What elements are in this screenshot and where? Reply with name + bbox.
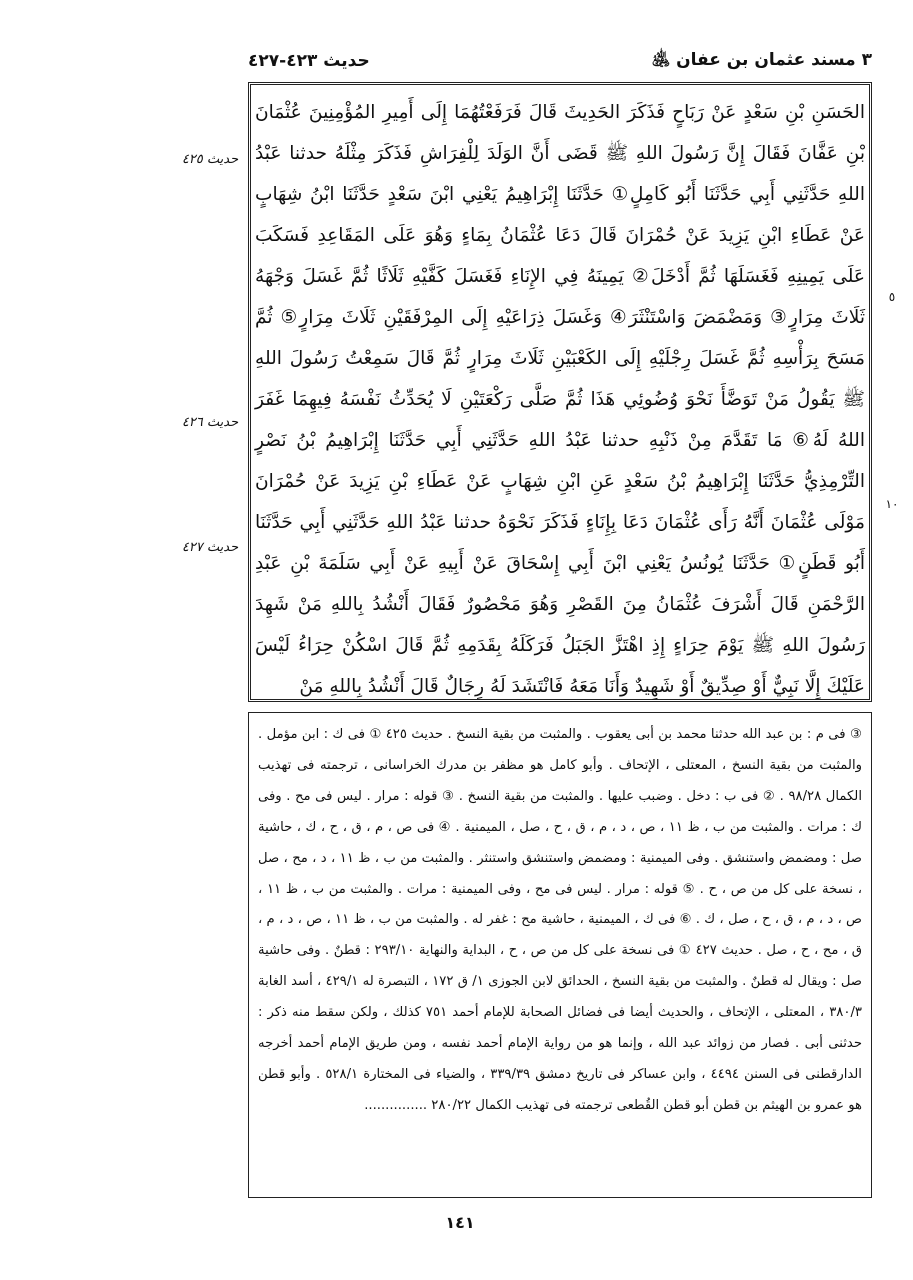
main-text-block — [255, 92, 865, 707]
running-head — [248, 46, 872, 76]
hadith-range: حديث ٤٢٣-٤٢٧ — [248, 51, 370, 71]
margin-label-hadith-426: حديث ٤٢٦ — [181, 415, 239, 430]
margin-label-hadith-425: حديث ٤٢٥ — [181, 152, 239, 167]
footnotes-block — [258, 720, 862, 1122]
book-title: ٣ مسند عثمان بن عفان ﵁ — [651, 49, 872, 70]
line-number-10: ١٠ — [885, 497, 899, 511]
footnotes-paragraph: ③ فى م : بن عبد الله حدثنا محمد بن أبى يعقوب . والمثبت من بقية النسخ . حديث ٤٢٥ ① فى ك : ابن مؤمل . والمثبت من بقية النسخ ، المعتلى ، الإتحاف . وأبو كامل هو مظفر بن مدرك الخراسانى ، ترجمته فى تهذيب الكمال ٩٨/٢٨ . ② فى ب : دخل . وضبب عليها . والمثبت من بقية النسخ . ③ قوله : مرار . ليس فى مح . وفى ك : مرات . والمثبت من ب ، ظ ١١ ، ص ، د ، م ، ق ، ح ، صل ، الميمنية . ④ فى ص ، م ، ق ، ح ، ك ، حاشية صل : ومضمض واستنشق . وفى الميمنية : ومضمض واستنشق واستنثر . والمثبت من ب ، ظ ١١ ، د ، مح ، صل ، نسخة على كل من ص ، ح . ⑤ قوله : مرار . ليس فى مح ، وفى الميمنية : مرات . والمثبت من ب ، ظ ١١ ، ص ، د ، م ، ق ، ح ، صل ، ك . ⑥ فى ك ، الميمنية ، حاشية مح : غفر له . والمثبت من ب ، ظ ١١ ، ص ، د ، م ، ق ، مح ، ح ، صل . حديث ٤٢٧ ① فى نسخة على كل من ص ، ح ، البداية والنهاية ٢٩٣/١٠ : قطنٌ . وفى حاشية صل : ويقال له قطنٌ . والمثبت من بقية النسخ ، الحدائق لابن الجوزى ١/ ق ١٧٢ ، التبصرة له ٤٢٩/١ ، أسد الغابة ٣٨٠/٣ ، المعتلى ، الإتحاف ، والحديث أيضا فى فضائل الصحابة للإمام أحمد ٧٥١ كذلك ، ولكن سقط منه ذكر : حدثنى أبى . فصار من زوائد عبد الله ، وإنما هو من رواية الإمام أحمد نفسه ، ومن طريق الإمام أحمد أخرجه الدارقطنى فى السنن ٤٤٩٤ ، وابن عساكر فى تاريخ دمشق ٣٣٩/٣٩ ، والضياء فى المختارة ٥٢٨/١ . وأبو قطن هو عمرو بن الهيثم بن قطن أبو قطن القُطعى ترجمته فى تهذيب الكمال ٢٨٠/٢٢ ............... — [258, 727, 863, 1113]
main-text-paragraph: الحَسَنِ بْنِ سَعْدٍ عَنْ رَبَاحٍ فَذَكَرَ الحَدِيثَ قَالَ فَرَفَعْتُهُمَا إِلَى أَمِيرِ المُؤْمِنِينَ عُثْمَانَ بْنِ عَفَّانَ فَقَالَ إِنَّ رَسُولَ اللهِ ﷺ قَضَى أَنَّ الوَلَدَ لِلْفِرَاشِ فَذَكَرَ مِثْلَهُ حدثنا عَبْدُ اللهِ حَدَّثَنِي أَبِي حَدَّثَنَا أَبُو كَامِلٍ① حَدَّثَنَا إِبْرَاهِيمُ يَعْنِي ابْنَ سَعْدٍ حَدَّثَنَا ابْنُ شِهَابٍ عَنْ عَطَاءِ ابْنِ يَزِيدَ عَنْ حُمْرَانَ قَالَ دَعَا عُثْمَانُ بِمَاءٍ وَهُوَ عَلَى المَقَاعِدِ فَسَكَبَ عَلَى يَمِينِهِ فَغَسَلَهَا ثُمَّ أَدْخَلَ② يَمِينَهُ فِي الإِنَاءِ فَغَسَلَ كَفَّيْهِ ثَلَاثًا ثُمَّ غَسَلَ وَجْهَهُ ثَلَاثَ مِرَارٍ③ وَمَضْمَضَ وَاسْتَنْثَرَ④ وَغَسَلَ ذِرَاعَيْهِ إِلَى المِرْفَقَيْنِ ثَلَاثَ مِرَارٍ⑤ ثُمَّ مَسَحَ بِرَأْسِهِ ثُمَّ غَسَلَ رِجْلَيْهِ إِلَى الكَعْبَيْنِ ثَلَاثَ مِرَارٍ ثُمَّ قَالَ سَمِعْتُ رَسُولَ اللهِ ﷺ يَقُولُ مَنْ تَوَضَّأَ نَحْوَ وُضُوئِي هَذَا ثُمَّ صَلَّى رَكْعَتَيْنِ لَا يُحَدِّثُ نَفْسَهُ فِيهِمَا غَفَرَ اللهُ لَهُ⑥ مَا تَقَدَّمَ مِنْ ذَنْبِهِ حدثنا عَبْدُ اللهِ حَدَّثَنِي أَبِي حَدَّثَنَا إِبْرَاهِيمُ بْنُ نَصْرٍ التِّرْمِذِيُّ حَدَّثَنَا إِبْرَاهِيمُ بْنُ سَعْدٍ عَنِ ابْنِ شِهَابٍ عَنْ عَطَاءِ بْنِ يَزِيدَ عَنْ حُمْرَانَ مَوْلَى عُثْمَانَ أَنَّهُ رَأَى عُثْمَانَ دَعَا بِإِنَاءٍ فَذَكَرَ نَحْوَهُ حدثنا عَبْدُ اللهِ حَدَّثَنِي أَبِي حَدَّثَنَا أَبُو قَطَنٍ① حَدَّثَنَا يُونُسُ يَعْنِي ابْنَ أَبِي إِسْحَاقَ عَنْ أَبِيهِ عَنْ أَبِي سَلَمَةَ بْنِ عَبْدِ الرَّحْمَنِ قَالَ أَشْرَفَ عُثْمَانُ مِنَ القَصْرِ وَهُوَ مَحْصُورٌ فَقَالَ أَنْشُدُ بِاللهِ مَنْ شَهِدَ رَسُولَ اللهِ ﷺ يَوْمَ حِرَاءٍ إِذِ اهْتَزَّ الجَبَلُ فَرَكَلَهُ بِقَدَمِهِ ثُمَّ قَالَ اسْكُنْ حِرَاءُ لَيْسَ عَلَيْكَ إِلَّا نَبِيٌّ أَوْ صِدِّيقٌ أَوْ شَهِيدٌ وَأَنَا مَعَهُ فَانْتَشَدَ لَهُ رِجَالٌ قَالَ أَنْشُدُ بِاللهِ مَنْ — [255, 102, 865, 697]
margin-label-hadith-427: حديث ٤٢٧ — [181, 540, 239, 555]
line-number-5: ٥ — [888, 290, 896, 304]
page-number: ١٤١ — [445, 1213, 475, 1232]
